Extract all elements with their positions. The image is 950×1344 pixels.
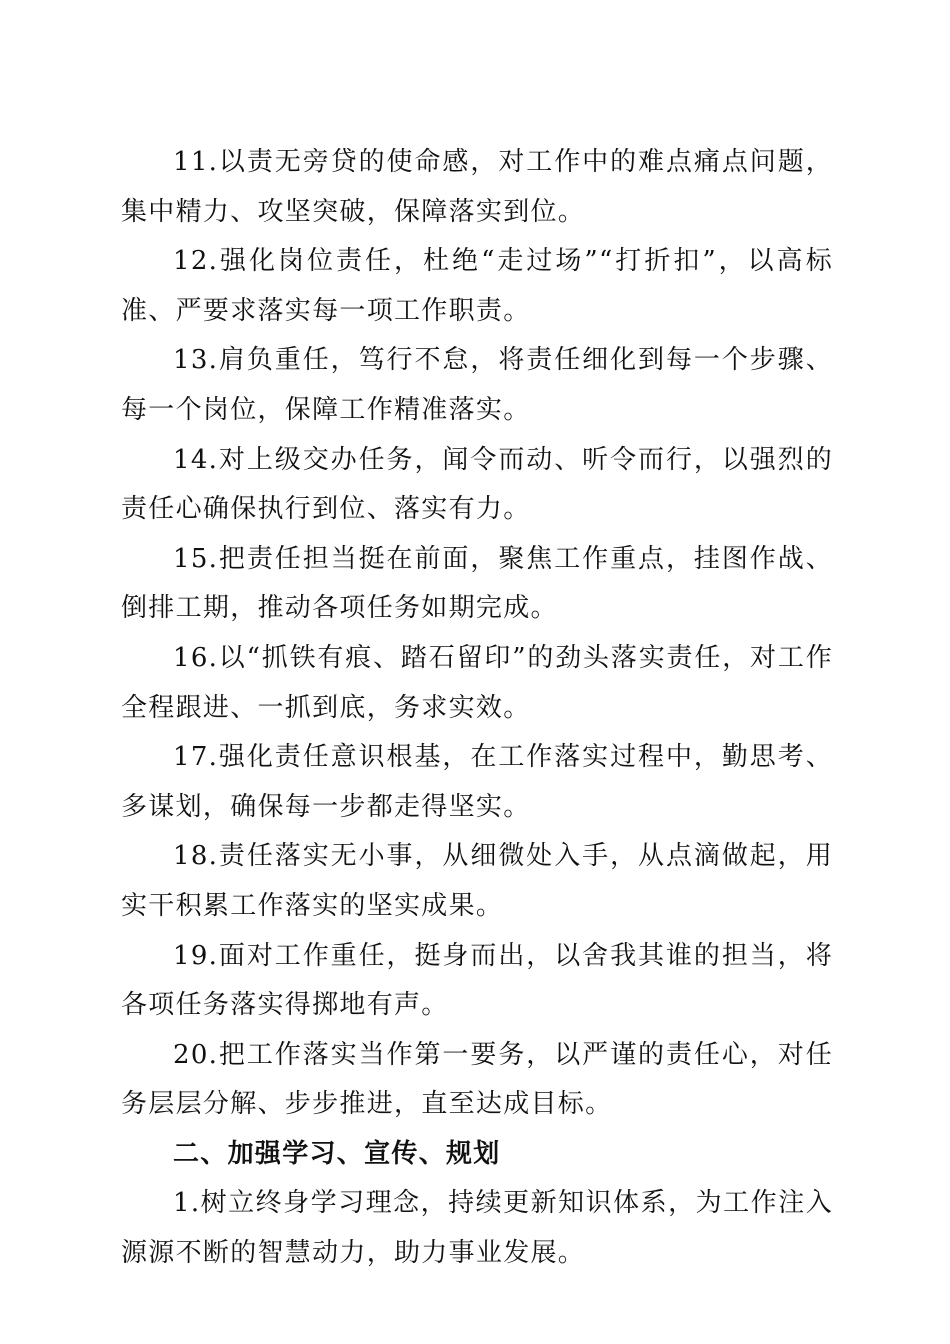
list-item-section2-1: 1.树立终身学习理念，持续更新知识体系，为工作注入源源不断的智慧动力，助力事业发展。 <box>121 1188 833 1269</box>
list-item-18: 18.责任落实无小事，从细微处入手，从点滴做起，用实干积累工作落实的坚实成果。 <box>121 841 833 921</box>
list-item-16: 16.以“抓铁有痕、踏石留印”的劲头落实责任，对工作全程跟进、一抓到底，务求实效。 <box>121 642 833 723</box>
list-item-17: 17.强化责任意识根基，在工作落实过程中，勤思考、多谋划，确保每一步都走得坚实。 <box>121 742 833 822</box>
section-heading: 二、加强学习、宣传、规划 <box>173 1138 501 1169</box>
list-item-14: 14.对上级交办任务，闻令而动、听令而行，以强烈的责任心确保执行到位、落实有力。 <box>121 444 833 525</box>
list-item-20: 20.把工作落实当作第一要务，以严谨的责任心，对任务层层分解、步步推进，直至达成目标。 <box>121 1039 833 1120</box>
document-body <box>121 138 833 1279</box>
list-item-12: 12.强化岗位责任，杜绝“走过场”“打折扣”，以高标准、严要求落实每一项工作职责。 <box>121 246 833 326</box>
list-item-11: 11.以责无旁贷的使命感，对工作中的难点痛点问题，集中精力、攻坚突破，保障落实到位。 <box>121 147 833 227</box>
list-item-13: 13.肩负重任，笃行不怠，将责任细化到每一个步骤、每一个岗位，保障工作精准落实。 <box>121 345 833 425</box>
list-item-19: 19.面对工作重任，挺身而出，以舍我其谁的担当，将各项任务落实得掷地有声。 <box>121 940 833 1021</box>
list-item-15: 15.把责任担当挺在前面，聚焦工作重点，挂图作战、倒排工期，推动各项任务如期完成。 <box>121 543 833 624</box>
